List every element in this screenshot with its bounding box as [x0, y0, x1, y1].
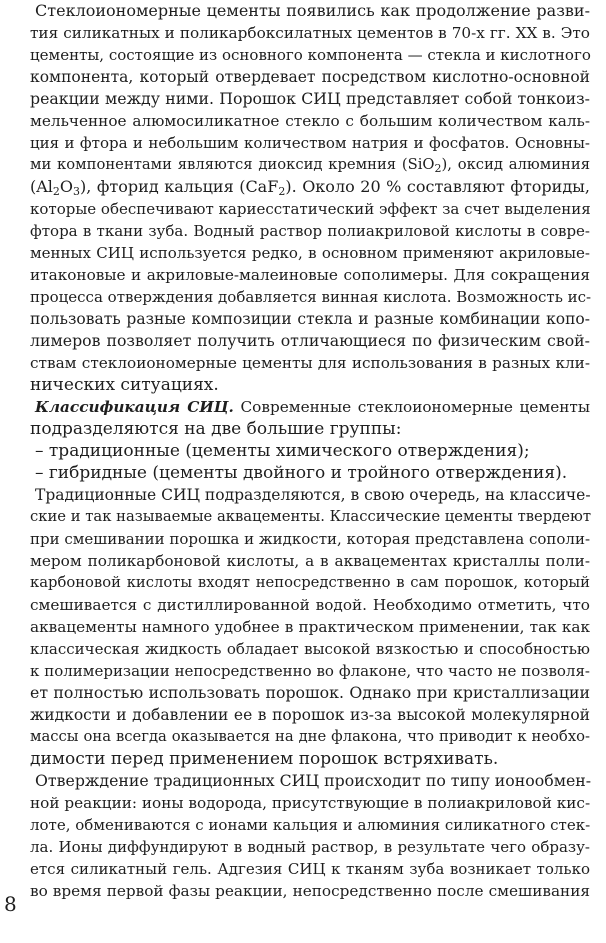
text-line: мером поликарбоновой кислоты, а в аквацементах кристаллы поли- [30, 552, 590, 570]
section-heading-line: Классификация СИЦ. Современные стеклоиономерные цементы [35, 398, 590, 416]
text-line: к полимеризации непосредственно во флаконе, что часто не позволя- [30, 662, 590, 680]
text-line: аквацементы намного удобнее в практическом применении, так как [30, 618, 590, 636]
text-line: димости перед применением порошок встряхивать. [30, 749, 499, 769]
text-line: ется силикатный гель. Адгезия СИЦ к тканям зуба возникает только [30, 860, 590, 878]
text-line: Стеклоиономерные цементы появились как продолжение разви- [35, 1, 590, 20]
text-line: подразделяются на две большие группы: [30, 419, 402, 439]
text-line: массы она всегда оказывается на дне флакона, что приводит к необхо- [30, 728, 590, 745]
text-line: менных СИЦ используется редко, в основном применяют акриловые- [30, 244, 590, 262]
text-line: ет полностью использовать порошок. Однако при кристаллизации [30, 683, 590, 702]
text-line: при смешивании порошка и жидкости, которая представлена сополи- [30, 530, 591, 548]
text-line: процесса отверждения добавляется винная кислота. Возможность ис- [30, 288, 592, 306]
text-line: реакции между ними. Порошок СИЦ представляет собой тонкоиз- [30, 89, 590, 108]
text-line: нических ситуациях. [30, 375, 219, 395]
text-line: тия силикатных и поликарбоксилатных цементов в 70-х гг. XX в. Это [30, 24, 590, 42]
text-line: классическая жидкость обладает высокой вязкостью и способностью [30, 640, 590, 658]
text-line: лимеров позволяет получить отличающиеся по физическим свой- [30, 331, 590, 350]
text-line: которые обеспечивают кариесстатический эффект за счет выделения [30, 200, 591, 218]
text-line: компонента, который отвердевает посредством кислотно-основной [30, 68, 590, 86]
text-line: ми компонентами являются диоксид кремния (SiO$_2$), оксид алюминия [30, 156, 591, 175]
text-line: мельченное алюмосиликатное стекло с большим количеством каль- [30, 112, 590, 130]
text-line: ла. Ионы диффундируют в водный раствор, в результате чего образу- [30, 838, 590, 856]
list-item: – традиционные (цементы химического отверждения); [35, 441, 530, 461]
text-line: пользовать разные композиции стекла и разные комбинации копо- [30, 310, 590, 328]
text-line: итаконовые и акриловые-малеиновые сополимеры. Для сокращения [30, 266, 590, 284]
list-item: – гибридные (цементы двойного и тройного отверждения). [35, 463, 568, 483]
section-heading: Классификация СИЦ. [35, 398, 234, 416]
text-line: фтора в ткани зуба. Водный раствор полиакриловой кислоты в совре- [30, 222, 590, 240]
text-line: во время первой фазы реакции, непосредственно после смешивания [30, 882, 590, 900]
text-line: смешивается с дистиллированной водой. Необходимо отметить, что [30, 596, 590, 614]
text-line: $(Al_2O_3)$, фторид кальция (CaF$_2$). Около 20 % составляют фториды, [30, 177, 590, 198]
page-number: 8 [4, 892, 17, 916]
text-line: ция и фтора и небольшим количеством натрия и фосфатов. Основны- [30, 134, 590, 152]
text-line: жидкости и добавлении ее в порошок из-за высокой молекулярной [30, 706, 590, 724]
text-line: лоте, обмениваются с ионами кальция и алюминия силикатного стек- [30, 816, 591, 834]
text-line: ствам стеклоиономерные цементы для использования в разных кли- [30, 354, 590, 372]
text-line: цементы, состоящие из основного компонента — стекла и кислотного [30, 46, 591, 64]
text-line: Отверждение традиционных СИЦ происходит по типу ионообмен- [35, 771, 592, 790]
text-line: Традиционные СИЦ подразделяются, в свою очередь, на классиче- [35, 486, 591, 504]
text-line: ские и так называемые аквацементы. Классические цементы твердеют [30, 508, 592, 525]
text-line: карбоновой кислоты входят непосредственно в сам порошок, который [30, 574, 590, 591]
text-line: ной реакции: ионы водорода, присутствующие в полиакриловой кис- [30, 794, 591, 812]
